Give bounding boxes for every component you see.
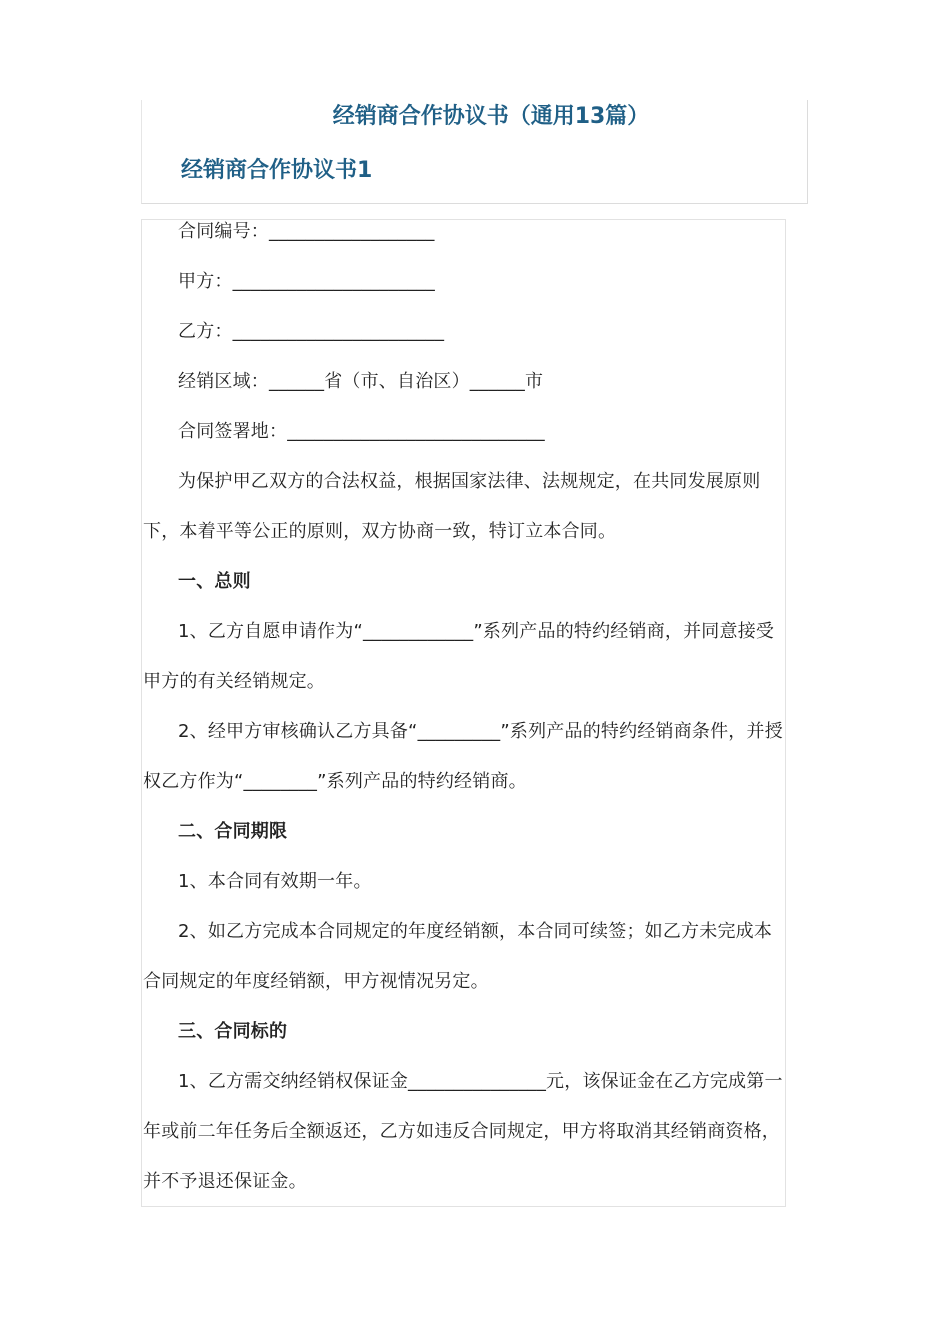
contract-body bbox=[143, 207, 786, 1207]
document-title: 经销商合作协议书（通用13篇） bbox=[332, 104, 650, 129]
contract-number-line: 合同编号：__________________ bbox=[178, 221, 435, 242]
party-a-line: 甲方：______________________ bbox=[178, 271, 435, 292]
heading-subject: 三、合同标的 bbox=[178, 1021, 288, 1042]
clause-2-2: 2、如乙方完成本合同规定的年度经销额，本合同可续签；如乙方未完成本合同规定的年度经销额，甲方视情况另定。 bbox=[143, 921, 773, 992]
region-line: 经销区域：______省（市、自治区）______市 bbox=[178, 371, 544, 392]
sign-place-line: 合同签署地：____________________________ bbox=[178, 421, 545, 442]
clause-1-1: 1、乙方自愿申请作为“____________”系列产品的特约经销商，并同意接受甲方的有关经销规定。 bbox=[143, 621, 775, 692]
party-b-line: 乙方：_______________________ bbox=[178, 321, 445, 342]
intro-paragraph: 为保护甲乙双方的合法权益，根据国家法律、法规规定，在共同发展原则下，本着平等公正的原则，双方协商一致，特订立本合同。 bbox=[143, 471, 761, 542]
heading-general: 一、总则 bbox=[178, 571, 251, 592]
clause-3-1: 1、乙方需交纳经销权保证金_______________元，该保证金在乙方完成第一年或前二年任务后全额返还，乙方如违反合同规定，甲方将取消其经销商资格，并不予退还保证金。 bbox=[143, 1071, 783, 1192]
heading-term: 二、合同期限 bbox=[178, 821, 288, 842]
clause-1-2: 2、经甲方审核确认乙方具备“_________”系列产品的特约经销商条件，并授权乙方作为“________”系列产品的特约经销商。 bbox=[143, 721, 783, 792]
clause-2-1: 1、本合同有效期一年。 bbox=[178, 871, 372, 892]
section-title: 经销商合作协议书1 bbox=[181, 158, 373, 183]
